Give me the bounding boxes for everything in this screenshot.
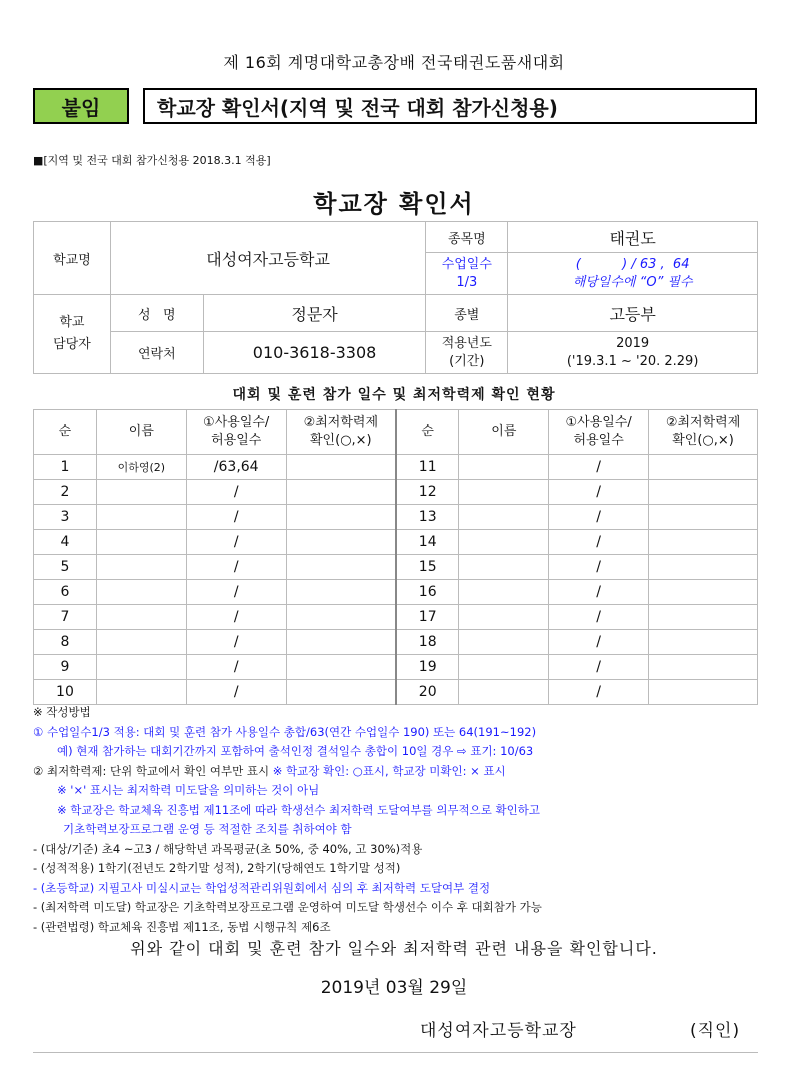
row-no-right: 15	[396, 555, 459, 580]
row-name	[96, 680, 186, 705]
bottom-divider	[33, 1052, 758, 1053]
division-value: 고등부	[508, 295, 758, 332]
header-check-right-line1: ②최저학력제	[665, 415, 741, 430]
contact-label: 연락처	[110, 332, 203, 374]
header-days-line2: 허용일수	[211, 433, 262, 448]
row-check-right	[649, 605, 758, 630]
table-row	[34, 555, 758, 580]
row-check	[286, 480, 396, 505]
row-check	[286, 505, 396, 530]
row-name	[96, 480, 186, 505]
row-name	[96, 630, 186, 655]
row-days-right: /	[549, 555, 649, 580]
row-days-right: /	[549, 580, 649, 605]
class-days-value	[508, 253, 758, 295]
year-value-year: 2019	[616, 335, 650, 351]
row-days: /	[186, 630, 286, 655]
form-title: 학교장 확인서(지역 및 전국 대회 참가신청용)	[143, 88, 757, 124]
info-table	[33, 221, 758, 374]
row-days-right: /	[549, 480, 649, 505]
row-check	[286, 530, 396, 555]
row-days-right: /	[549, 680, 649, 705]
row-name	[96, 605, 186, 630]
row-no-right: 11	[396, 455, 459, 480]
row-check-right	[649, 480, 758, 505]
form-note: ■[지역 및 전국 대회 참가신청용 2018.3.1 적용]	[33, 154, 271, 167]
header-check-line1: ②최저학력제	[303, 415, 379, 430]
row-name-right	[459, 455, 549, 480]
row-no-right: 12	[396, 480, 459, 505]
header-no: 순	[34, 410, 97, 455]
row-days-right: /	[549, 605, 649, 630]
year-label	[426, 332, 508, 374]
row-no: 4	[34, 530, 97, 555]
instructions	[33, 703, 763, 937]
row-name	[96, 530, 186, 555]
header-check-right-line2: 확인(○,×)	[672, 433, 734, 448]
row-no: 7	[34, 605, 97, 630]
issue-date: 2019년 03월 29일	[320, 978, 468, 998]
division-label: 종별	[426, 295, 508, 332]
header-days-line1: ①사용일수/	[203, 415, 270, 430]
row-days: /	[186, 605, 286, 630]
contact-value: 010-3618-3308	[203, 332, 426, 374]
row-name	[96, 555, 186, 580]
row-days-right: /	[549, 455, 649, 480]
row-no-right: 19	[396, 655, 459, 680]
row-days: /63,64	[186, 455, 286, 480]
row-name	[96, 505, 186, 530]
row-no-right: 16	[396, 580, 459, 605]
header-no-right: 순	[396, 410, 459, 455]
note-3: - (대상/기준) 초4 ~고3 / 해당학년 과목평균(초 50%, 중 40%, 고 30%)적용	[33, 841, 423, 856]
header-days-right	[549, 410, 649, 455]
row-check	[286, 455, 396, 480]
row-no: 2	[34, 480, 97, 505]
row-name	[96, 655, 186, 680]
table-row	[34, 480, 758, 505]
note-2a	[33, 762, 763, 782]
row-check-right	[649, 630, 758, 655]
row-check	[286, 555, 396, 580]
table-row	[34, 455, 758, 480]
note-2a-text: ② 최저학력제: 단위 학교에서 확인 여부만 표시	[33, 763, 273, 778]
row-check-right	[649, 680, 758, 705]
row-name-right	[459, 580, 549, 605]
row-days: /	[186, 505, 286, 530]
row-check-right	[649, 555, 758, 580]
row-check-right	[649, 455, 758, 480]
row-check	[286, 630, 396, 655]
row-days-right: /	[549, 630, 649, 655]
event-title: 제 16회 계명대학교총장배 전국태권도품새대회	[223, 53, 565, 72]
table-header-row	[34, 410, 758, 455]
participation-table	[33, 409, 758, 705]
note-2d: 기초학력보장프로그램 운영 등 적절한 조치를 취하여야 함	[63, 822, 352, 836]
school-value: 대성여자고등학교	[110, 222, 426, 295]
header-name: 이름	[96, 410, 186, 455]
class-days-label-line2: 1/3	[456, 274, 478, 290]
name-label: 성 명	[110, 295, 203, 332]
row-check-right	[649, 530, 758, 555]
class-days-fraction: ( ) / 63 , 64	[575, 256, 690, 272]
main-title: 학교장 확인서	[313, 190, 475, 218]
note-2b: ※ '×' 표시는 최저학력 미도달을 의미하는 것이 아님	[57, 783, 320, 797]
year-value	[508, 332, 758, 374]
year-label-line2: (기간)	[449, 353, 485, 369]
table-row	[34, 505, 758, 530]
row-name-right	[459, 530, 549, 555]
row-days-right: /	[549, 505, 649, 530]
table-row	[34, 630, 758, 655]
header-check-right	[649, 410, 758, 455]
header-days	[186, 410, 286, 455]
header-days-right-line2: 허용일수	[573, 433, 624, 448]
table-row	[34, 655, 758, 680]
name-value: 정문자	[203, 295, 426, 332]
table-row	[34, 605, 758, 630]
row-days-right: /	[549, 530, 649, 555]
principal-name: 대성여자고등학교장	[420, 1021, 577, 1041]
row-no: 8	[34, 630, 97, 655]
row-check	[286, 605, 396, 630]
manager-label-line1: 학교	[59, 315, 85, 330]
row-check-right	[649, 505, 758, 530]
note-7: - (관련법령) 학교체육 진흥법 제11조, 동법 시행규칙 제6조	[33, 919, 331, 934]
row-name-right	[459, 680, 549, 705]
status-title: 대회 및 훈련 참가 일수 및 최저학력제 확인 현황	[232, 387, 556, 403]
table-row	[34, 580, 758, 605]
manager-label	[34, 295, 111, 374]
row-no-right: 18	[396, 630, 459, 655]
row-no-right: 13	[396, 505, 459, 530]
row-name-right	[459, 505, 549, 530]
row-days: /	[186, 680, 286, 705]
manager-label-line2: 담당자	[53, 337, 91, 352]
confirmation-text: 위와 같이 대회 및 훈련 참가 일수와 최저학력 관련 내용을 확인합니다.	[130, 939, 658, 958]
row-check	[286, 680, 396, 705]
class-days-label-line1: 수업일수	[441, 256, 492, 272]
row-name-right	[459, 630, 549, 655]
header-check-line2: 확인(○,×)	[310, 433, 372, 448]
row-check-right	[649, 580, 758, 605]
row-no: 10	[34, 680, 97, 705]
year-value-period: ('19.3.1 ~ '20. 2.29)	[566, 353, 699, 369]
row-no: 9	[34, 655, 97, 680]
event-type-value: 태권도	[508, 222, 758, 253]
class-days-note: 해당일수에 “O” 필수	[572, 274, 693, 290]
row-name-right	[459, 605, 549, 630]
table-row	[34, 680, 758, 705]
row-days: /	[186, 655, 286, 680]
notes-heading: ※ 작성방법	[33, 705, 91, 719]
note-2a-highlight: ※ 학교장 확인: ○표시, 학교장 미확인: × 표시	[272, 763, 506, 778]
table-row	[34, 530, 758, 555]
row-days-right: /	[549, 655, 649, 680]
row-days: /	[186, 530, 286, 555]
header-check	[286, 410, 396, 455]
year-label-line1: 적용년도	[441, 335, 492, 351]
row-no: 3	[34, 505, 97, 530]
row-no-right: 14	[396, 530, 459, 555]
row-no: 5	[34, 555, 97, 580]
row-no: 6	[34, 580, 97, 605]
row-days: /	[186, 555, 286, 580]
row-days: /	[186, 580, 286, 605]
note-1b: 예) 현재 참가하는 대회기간까지 포함하여 출석인정 결석일수 총합이 10일 경우 ⇨ 표기: 10/63	[57, 744, 534, 758]
row-days: /	[186, 480, 286, 505]
event-type-label: 종목명	[426, 222, 508, 253]
note-4: - (성적적용) 1학기(전년도 2학기말 성적), 2학기(당해연도 1학기말 성적)	[33, 861, 401, 875]
row-no-right: 17	[396, 605, 459, 630]
note-6: - (최저학력 미도달) 학교장은 기초학력보장프로그램 운영하여 미도달 학생선수 이수 후 대회참가 가능	[33, 900, 542, 914]
row-name-right	[459, 555, 549, 580]
row-name-right	[459, 655, 549, 680]
header-days-right-line1: ①사용일수/	[565, 415, 632, 430]
row-name: 이하영(2)	[96, 455, 186, 480]
note-1a: ① 수업일수1/3 적용: 대회 및 훈련 참가 사용일수 총합/63(연간 수업일수 190) 또는 64(191~192)	[33, 724, 537, 739]
header-name-right: 이름	[459, 410, 549, 455]
official-seal-label: (직인)	[690, 1021, 741, 1041]
school-label: 학교명	[34, 222, 111, 295]
row-name-right	[459, 480, 549, 505]
class-days-label	[426, 253, 508, 295]
row-name	[96, 580, 186, 605]
row-no: 1	[34, 455, 97, 480]
row-check-right	[649, 655, 758, 680]
note-5: - (초등학교) 지필고사 미실시교는 학업성적관리위원회에서 심의 후 최저학력 도달여부 결정	[33, 880, 491, 895]
row-no-right: 20	[396, 680, 459, 705]
row-check	[286, 655, 396, 680]
attachment-badge: 붙임	[33, 88, 129, 124]
note-2c: ※ 학교장은 학교체육 진흥법 제11조에 따라 학생선수 최저학력 도달여부를 의무적으로 확인하고	[57, 802, 540, 817]
row-check	[286, 580, 396, 605]
